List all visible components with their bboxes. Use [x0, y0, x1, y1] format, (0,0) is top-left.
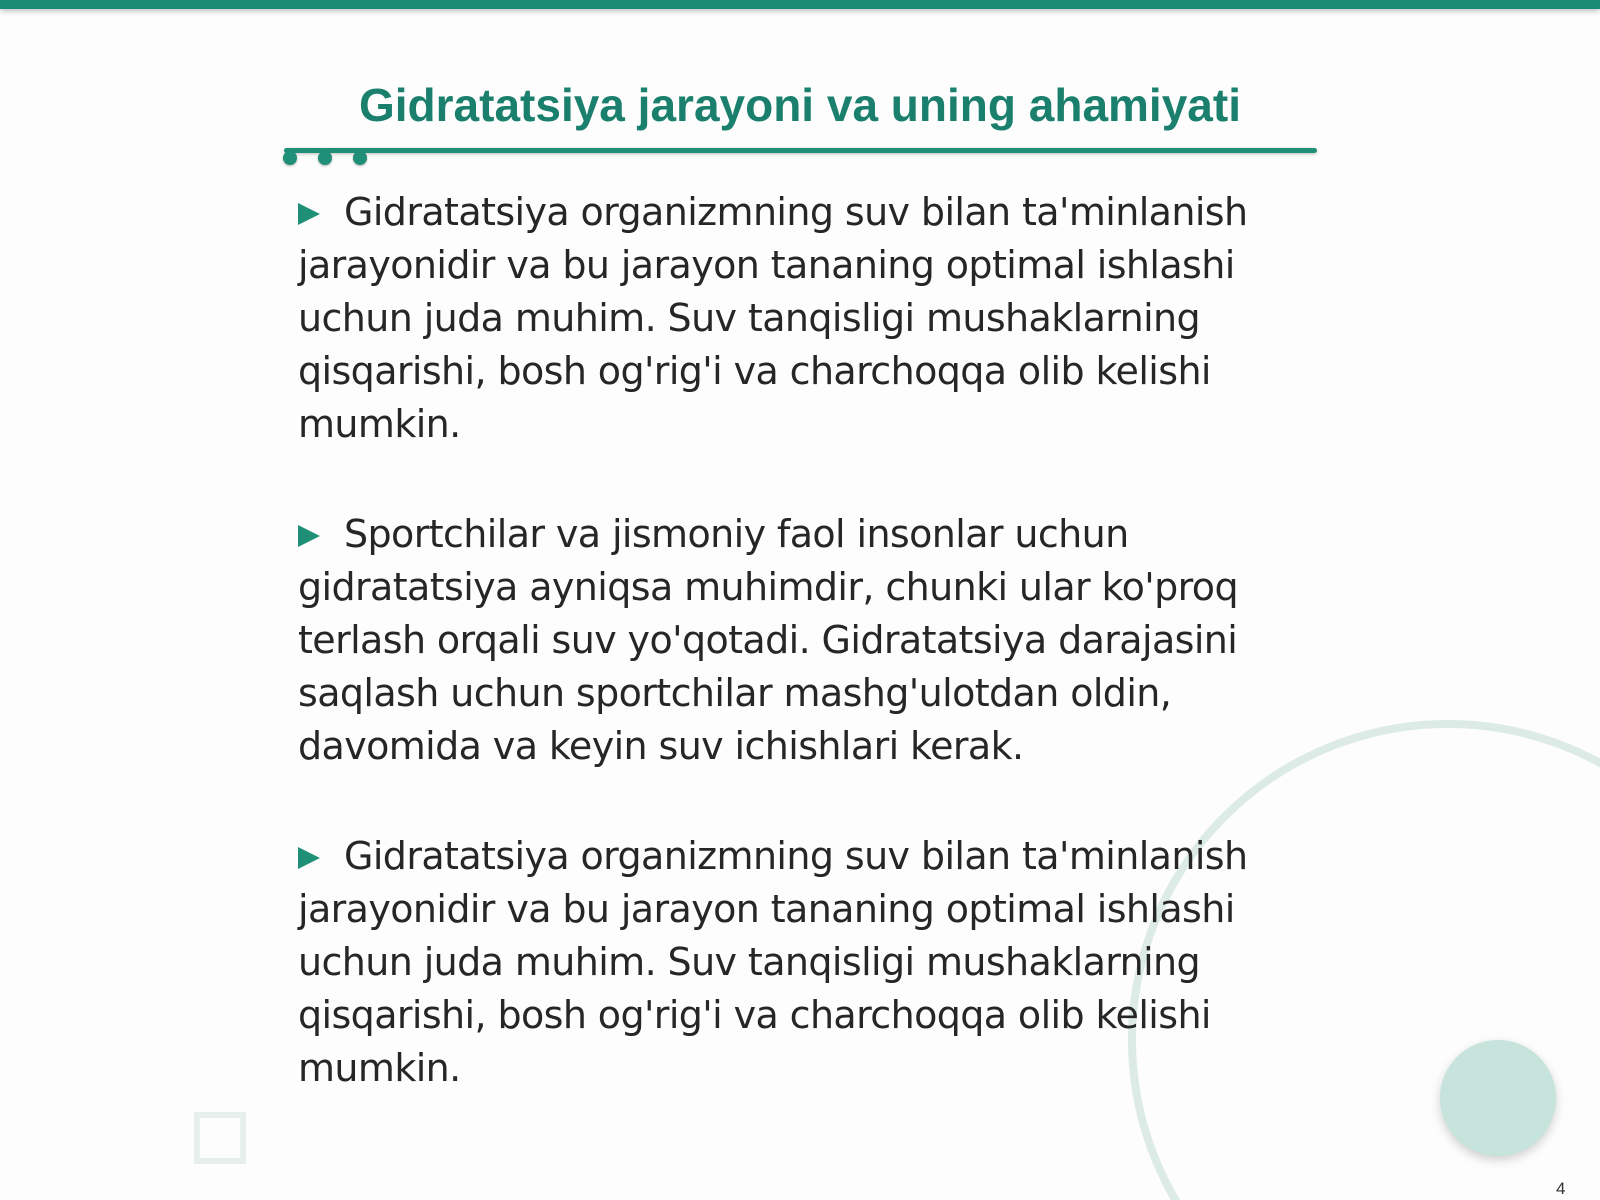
- page-number: 4: [1556, 1179, 1566, 1198]
- underline-dot: [283, 151, 297, 165]
- decorative-circle: [1440, 1040, 1556, 1156]
- bullet-text: Gidratatsiya organizmning suv bilan ta'minlanish jarayonidir va bu jarayon tananing optimal ishlashi uchun juda muhim. Suv tanqisligi mushaklarning qisqarishi, bosh og'rig'i va charchoqqa olib kelishi mumkin.: [298, 190, 1248, 446]
- underline-dot: [353, 151, 367, 165]
- decorative-square: [194, 1112, 246, 1164]
- bullet-paragraph: [298, 830, 1258, 1095]
- title-underline: [284, 148, 1317, 153]
- bullet-paragraph: [298, 186, 1258, 451]
- top-accent-bar: [0, 0, 1600, 9]
- triangle-bullet-icon: [298, 525, 320, 547]
- triangle-bullet-icon: [298, 203, 320, 225]
- slide-title: Gidratatsiya jarayoni va uning ahamiyati: [359, 79, 1241, 131]
- bullet-list: [298, 186, 1258, 1095]
- underline-dot: [318, 151, 332, 165]
- bullet-text: Sportchilar va jismoniy faol insonlar uchun gidratatsiya ayniqsa muhimdir, chunki ular ko'proq terlash orqali suv yo'qotadi. Gidratatsiya darajasini saqlash uchun sportchilar mashg'ulotdan oldin, davomida va keyin suv ichishlari kerak.: [298, 512, 1238, 768]
- triangle-bullet-icon: [298, 847, 320, 869]
- bullet-text: Gidratatsiya organizmning suv bilan ta'minlanish jarayonidir va bu jarayon tananing optimal ishlashi uchun juda muhim. Suv tanqisligi mushaklarning qisqarishi, bosh og'rig'i va charchoqqa olib kelishi mumkin.: [298, 834, 1248, 1090]
- bullet-paragraph: [298, 508, 1258, 773]
